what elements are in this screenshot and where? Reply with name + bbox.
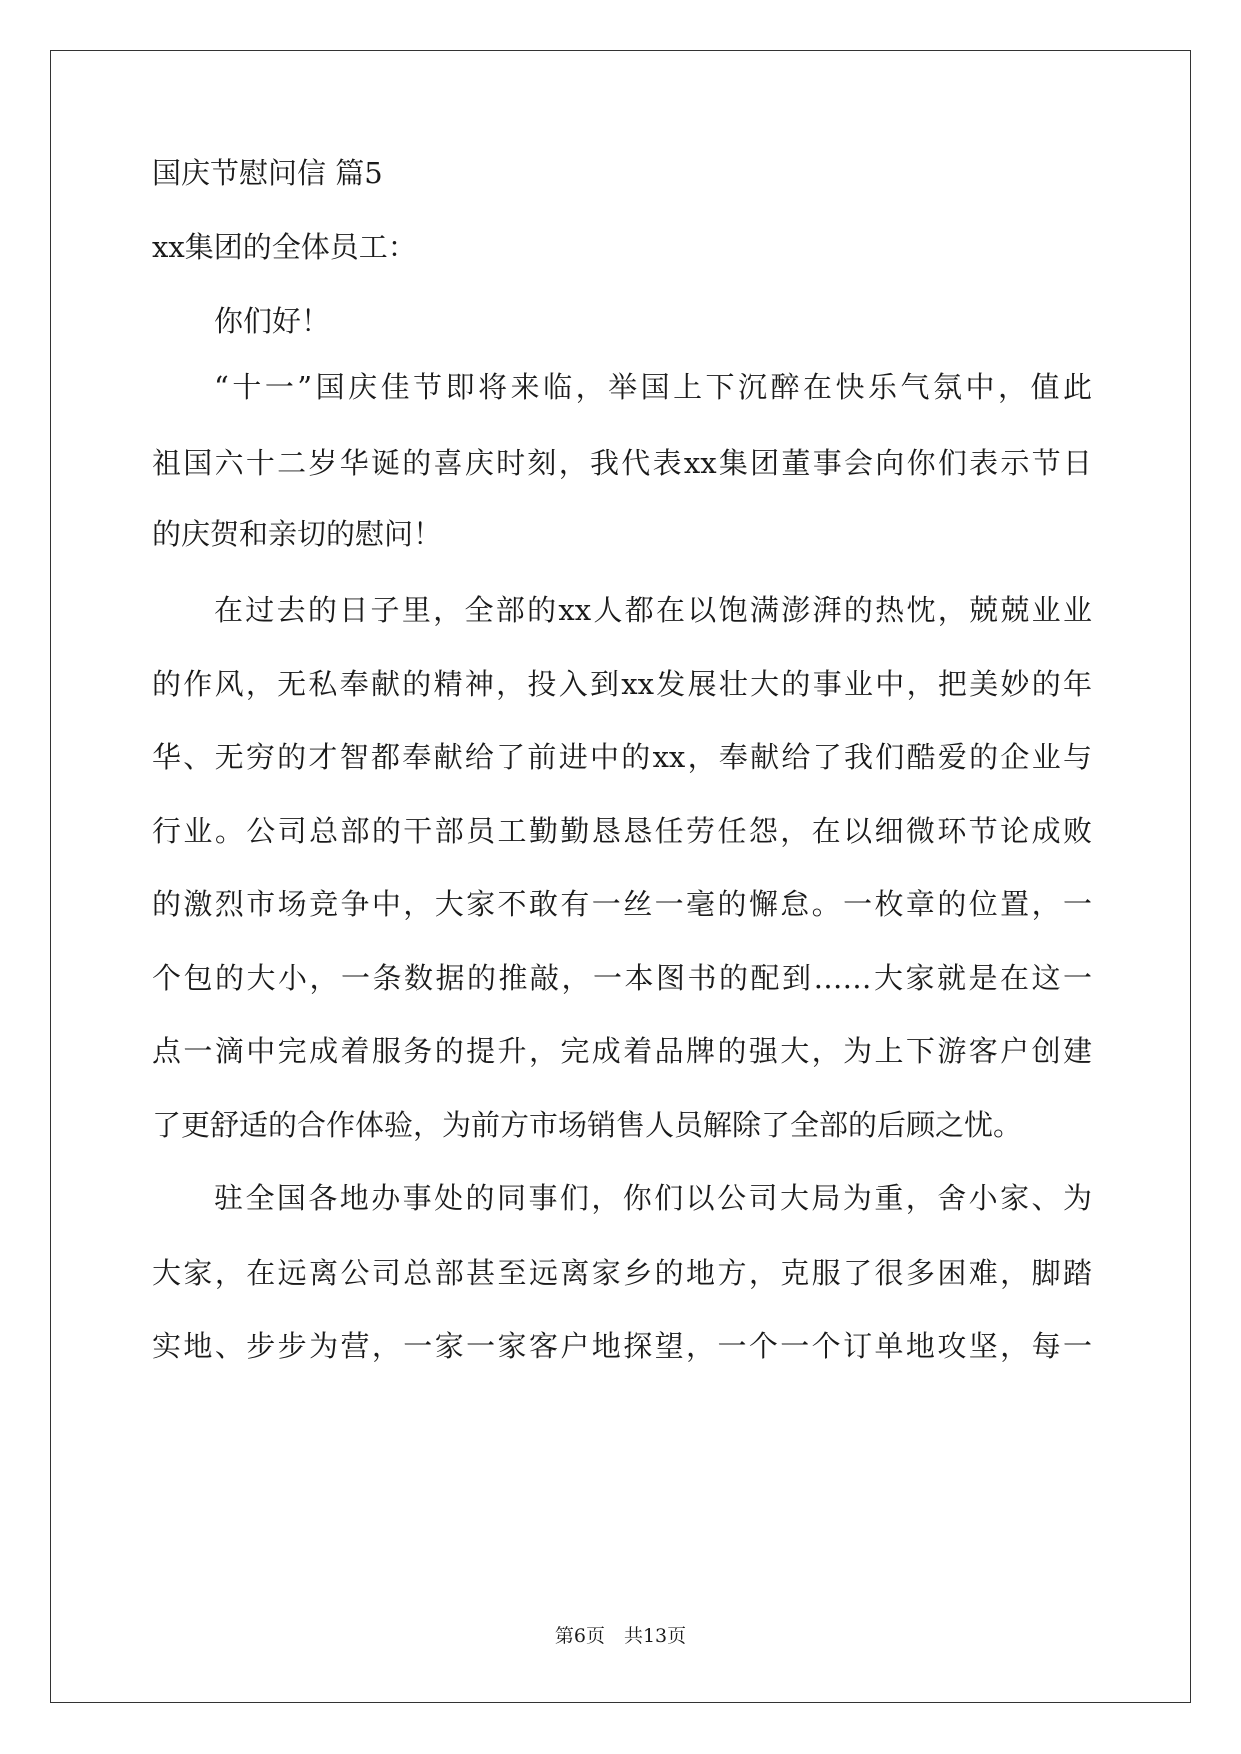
paragraph-line: 的作风，无私奉献的精神，投入到xx发展壮大的事业中，把美妙的年 [152,667,1092,701]
paragraph-line: 实地、步步为营，一家一家客户地探望，一个一个订单地攻坚，每一 [152,1329,1092,1363]
document-title: 国庆节慰问信 篇5 [152,156,383,190]
paragraph-line: 大家，在远离公司总部甚至远离家乡的地方，克服了很多困难，脚踏 [152,1256,1092,1290]
paragraph-line: “十一”国庆佳节即将来临，举国上下沉醉在快乐气氛中，值此 [214,370,1092,404]
paragraph-line: 驻全国各地办事处的同事们，你们以公司大局为重，舍小家、为 [214,1181,1092,1215]
page-number-footer: 第6页 共13页 [554,1625,687,1647]
paragraph-line: 华、无穷的才智都奉献给了前进中的xx，奉献给了我们酷爱的企业与 [152,740,1092,774]
paragraph-line: 的庆贺和亲切的慰问！ [152,517,443,551]
paragraph-line: 点一滴中完成着服务的提升，完成着品牌的强大，为上下游客户创建 [152,1034,1092,1068]
page-border [50,50,1191,1703]
paragraph-line: 的激烈市场竞争中，大家不敢有一丝一毫的懈怠。一枚章的位置，一 [152,887,1092,921]
salutation: xx集团的全体员工： [152,230,417,264]
paragraph-line: 行业。公司总部的干部员工勤勤恳恳任劳任怨，在以细微环节论成败 [152,814,1092,848]
paragraph-line: 祖国六十二岁华诞的喜庆时刻，我代表xx集团董事会向你们表示节日 [152,446,1092,480]
paragraph-line: 了更舒适的合作体验，为前方市场销售人员解除了全部的后顾之忧。 [152,1108,1023,1142]
paragraph-line: 个包的大小，一条数据的推敲，一本图书的配到……大家就是在这一 [152,961,1092,995]
paragraph-line: 在过去的日子里，全部的xx人都在以饱满澎湃的热忱，兢兢业业 [214,593,1092,627]
greeting: 你们好！ [214,304,331,338]
